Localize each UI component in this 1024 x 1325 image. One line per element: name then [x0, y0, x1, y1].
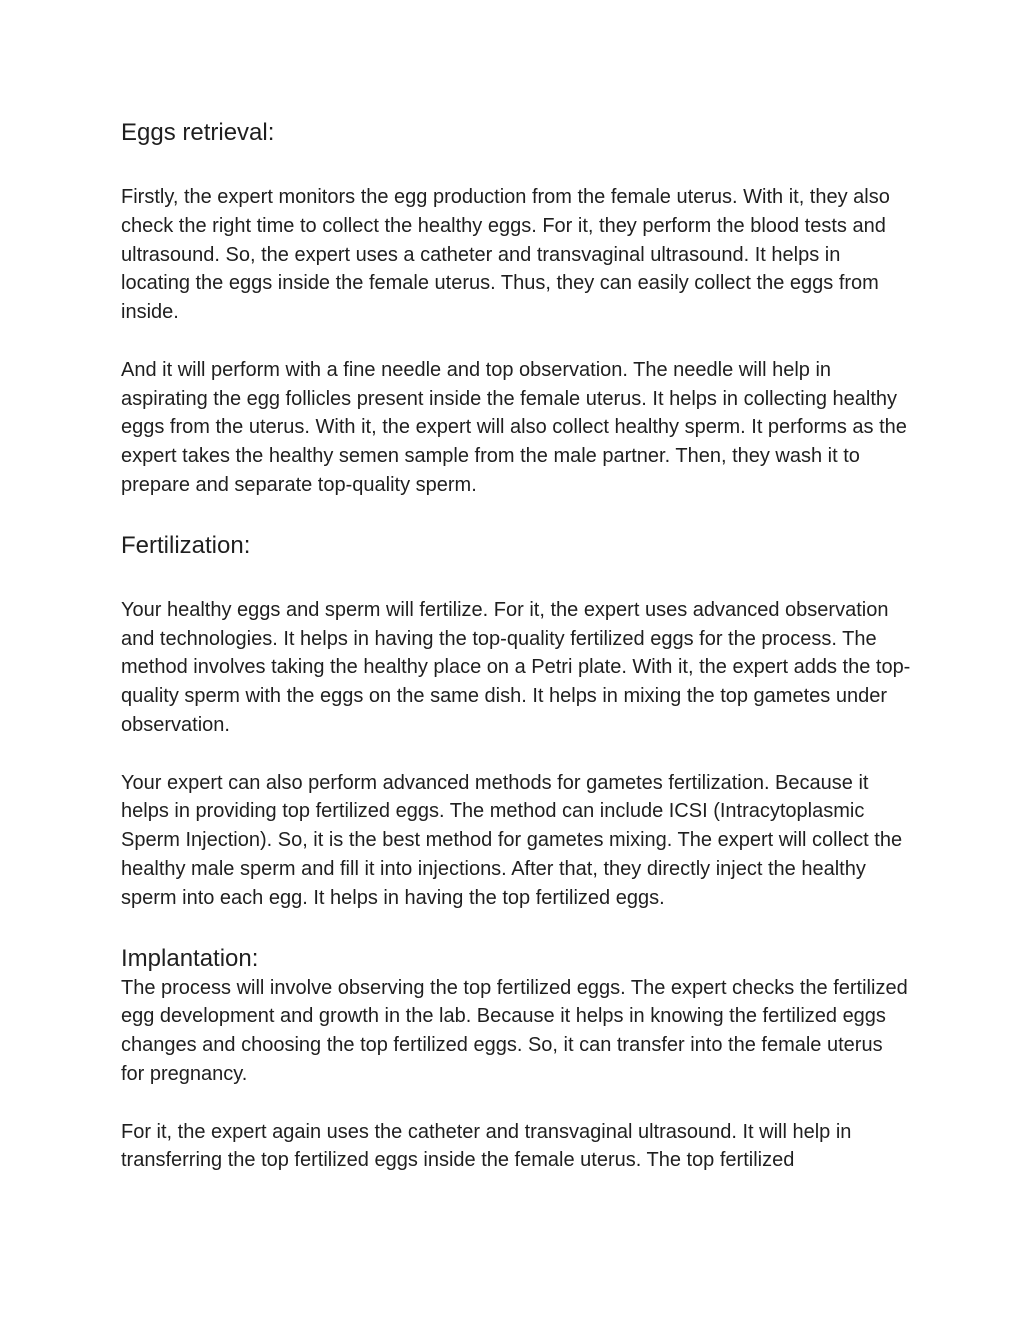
document-body [121, 118, 911, 1175]
paragraph: For it, the expert again uses the catheter and transvaginal ultrasound. It will help in transferring the top fertilized eggs inside the female uterus. The top fertilized [121, 1120, 852, 1172]
paragraph: Your healthy eggs and sperm will fertilize. For it, the expert uses advanced observation and technologies. It helps in having the top-quality fertilized eggs for the process. The method involves taking the healthy place on a Petri plate. With it, the expert adds the top-quality sperm with the eggs on the same dish. It helps in mixing the top gametes under observation. [121, 598, 911, 736]
paragraph: Your expert can also perform advanced methods for gametes fertilization. Because it helps in providing top fertilized eggs. The method can include ICSI (Intracytoplasmic Sperm Injection). So, it is the best method for gametes mixing. The expert will collect the healthy male sperm and fill it into injections. After that, they directly inject the healthy sperm into each egg. It helps in having the top fertilized eggs. [121, 771, 903, 909]
section-heading-eggs-retrieval: Eggs retrieval: [121, 119, 275, 146]
paragraph: The process will involve observing the top fertilized eggs. The expert checks the fertilized egg development and growth in the lab. Because it helps in knowing the fertilized eggs changes and choosing the top fertilized eggs. So, it can transfer into the female uterus for pregnancy. [121, 976, 908, 1085]
paragraph: Firstly, the expert monitors the egg production from the female uterus. With it, they also check the right time to collect the healthy eggs. For it, they perform the blood tests and ultrasound. So, the expert uses a catheter and transvaginal ultrasound. It helps in locating the eggs inside the female uterus. Thus, they can easily collect the eggs from inside. [121, 186, 890, 324]
section-heading-implantation: Implantation: [121, 944, 259, 972]
section-heading-fertilization: Fertilization: [121, 531, 251, 559]
paragraph: And it will perform with a fine needle and top observation. The needle will help in aspirating the egg follicles present inside the female uterus. It helps in collecting healthy eggs from the uterus. With it, the expert will also collect healthy sperm. It performs as the expert takes the healthy semen sample from the male partner. Then, they wash it to prepare and separate top-quality sperm. [121, 358, 907, 496]
